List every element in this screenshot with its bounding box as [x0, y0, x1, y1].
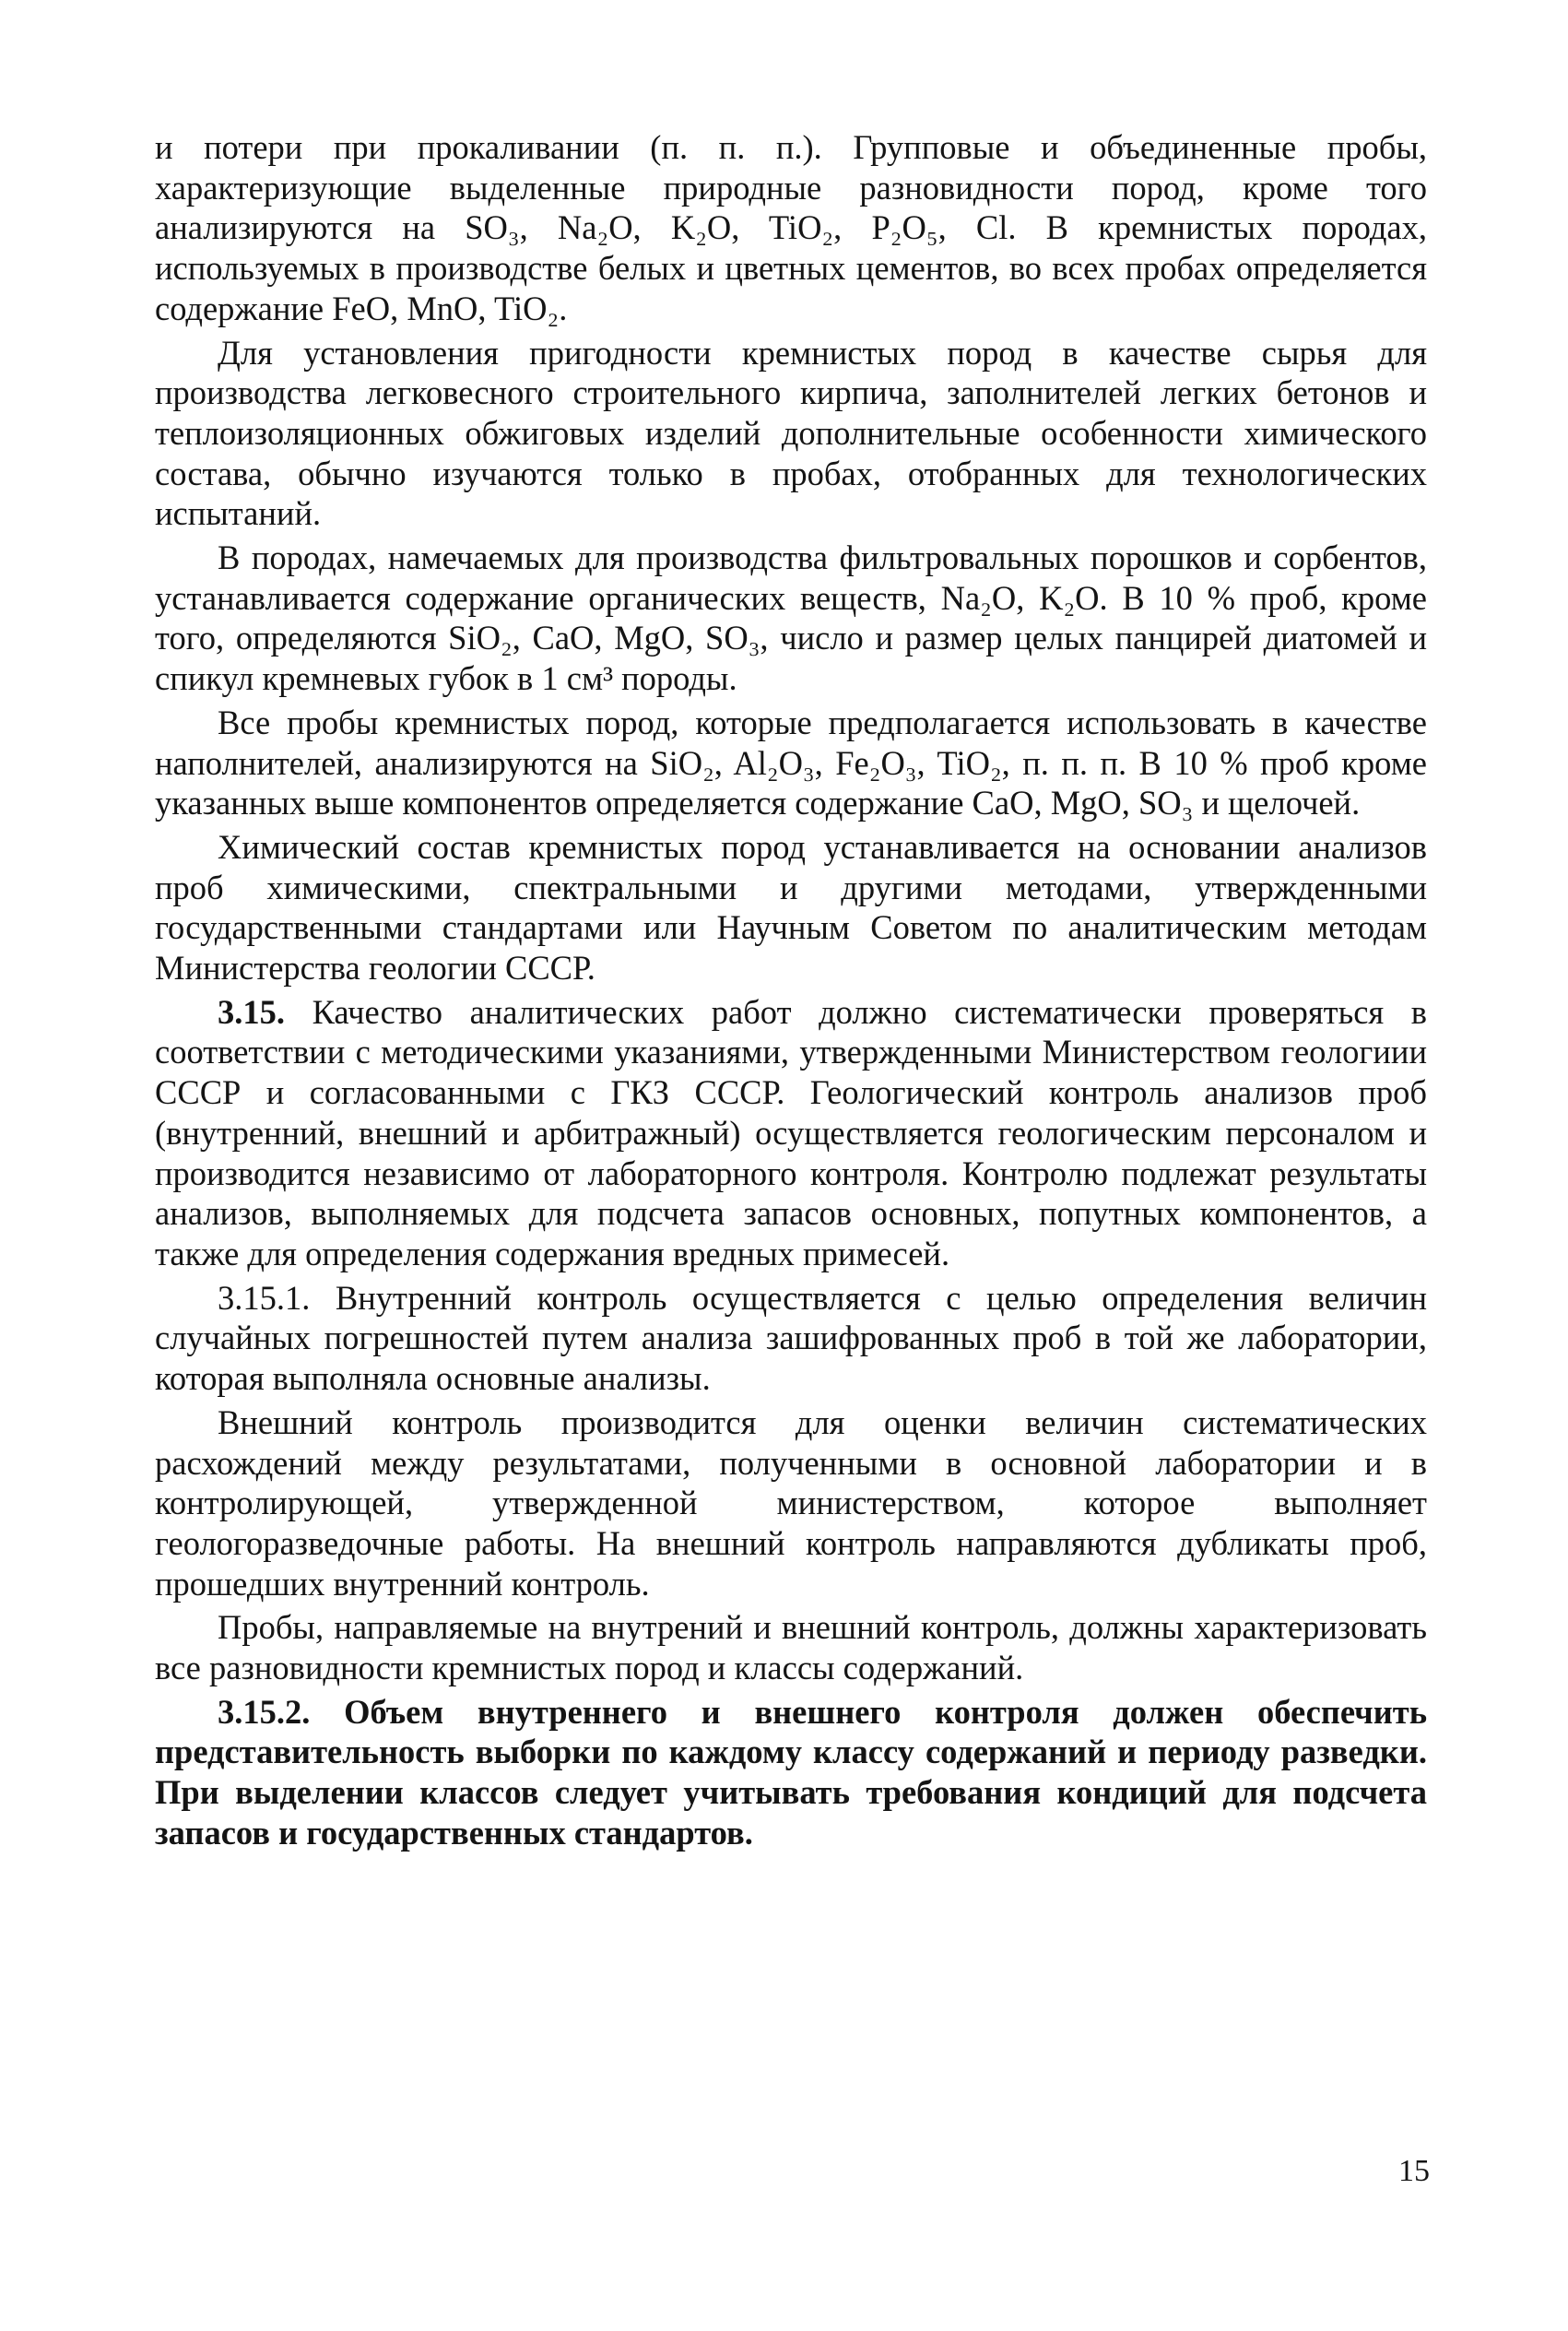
body-text: [155, 127, 1427, 1857]
paragraph-section-3-15: [155, 992, 1427, 1274]
paragraph-filter-powders: В породах, намечаемых для производства фильтровальных порошков и сорбентов, устанавливается содержание органических веществ, Na₂O, K₂O. В 10 % проб, кроме того, определяются SiO₂, CaO, MgO, SO₃, число и размер целых панцирей диатомей и спикул кремневых губок в 1 см³ породы.: [155, 538, 1427, 698]
paragraph-control-volume: 3.15.2. Объем внутреннего и внешнего контроля должен обеспечить представительность выборки по каждому классу содержаний и периоду разведки. При выделении классов следует учитывать требования кондиций для подсчета запасов и государственных стандартов.: [155, 1692, 1427, 1852]
paragraph-external-control: Внешний контроль производится для оценки величин систематических расхождений между результатами, полученными в основной лаборатории и в контролирующей, утвержденной министерством, которое выполняет геологоразведочные работы. На внешний контроль направляются дубликаты проб, прошедших внутренний контроль.: [155, 1402, 1427, 1603]
section-number: 3.15.: [218, 992, 285, 1031]
paragraph-continuation: и потери при прокаливании (п. п. п.). Групповые и объединенные пробы, характеризующие выделенные природные разновидности пород, кроме того анализируются на SO₃, Na₂O, K₂O, TiO₂, P₂O₅, Cl. В кремнистых породах, используемых в производстве белых и цветных цементов, во всех пробах определяется содержание FeO, MnO, TiO₂.: [155, 128, 1427, 327]
paragraph-suitability: Для установления пригодности кремнистых пород в качестве сырья для производства легковесного строительного кирпича, заполнителей легких бетонов и теплоизоляционных обжиговых изделий дополнительные особенности химического состава, обычно изучаются только в пробах, отобранных для технологических испытаний.: [155, 333, 1427, 533]
paragraph-fillers: Все пробы кремнистых пород, которые предполагается использовать в качестве наполнителей, анализируются на SiO₂, Al₂O₃, Fe₂O₃, TiO₂, п. п. п. В 10 % проб кроме указанных выше компонентов определяется содержание CaO, MgO, SO₃ и щелочей.: [155, 703, 1427, 822]
page-number: 15: [1398, 2154, 1430, 2188]
paragraph-samples: Пробы, направляемые на внутрений и внешний контроль, должны характеризовать все разновидности кремнистых пород и классы содержаний.: [155, 1608, 1427, 1687]
paragraph-internal-control: 3.15.1. Внутренний контроль осуществляется с целью определения величин случайных погрешностей путем анализа зашифрованных проб в той же лаборатории, которая выполняла основные анализы.: [155, 1278, 1427, 1398]
paragraph-chemical-composition: Химический состав кремнистых пород устанавливается на основании анализов проб химическими, спектральными и другими методами, утвержденными государственными стандартами или Научным Советом по аналитическим методам Министерства геологии СССР.: [155, 827, 1427, 988]
section-3-15-text: Качество аналитических работ должно систематически проверяться в соответствии с методическими указаниями, утвержденными Министерством геологиии СССР и согласованными с ГКЗ СССР. Геологический контроль анализов проб (внутренний, внешний и арбитражный) осуществляется геологическим персоналом и производится независимо от лабораторного контроля. Контролю подлежат результаты анализов, выполняемых для подсчета запасов основных, попутных компонентов, а также для определения содержания вредных примесей.: [155, 992, 1427, 1272]
